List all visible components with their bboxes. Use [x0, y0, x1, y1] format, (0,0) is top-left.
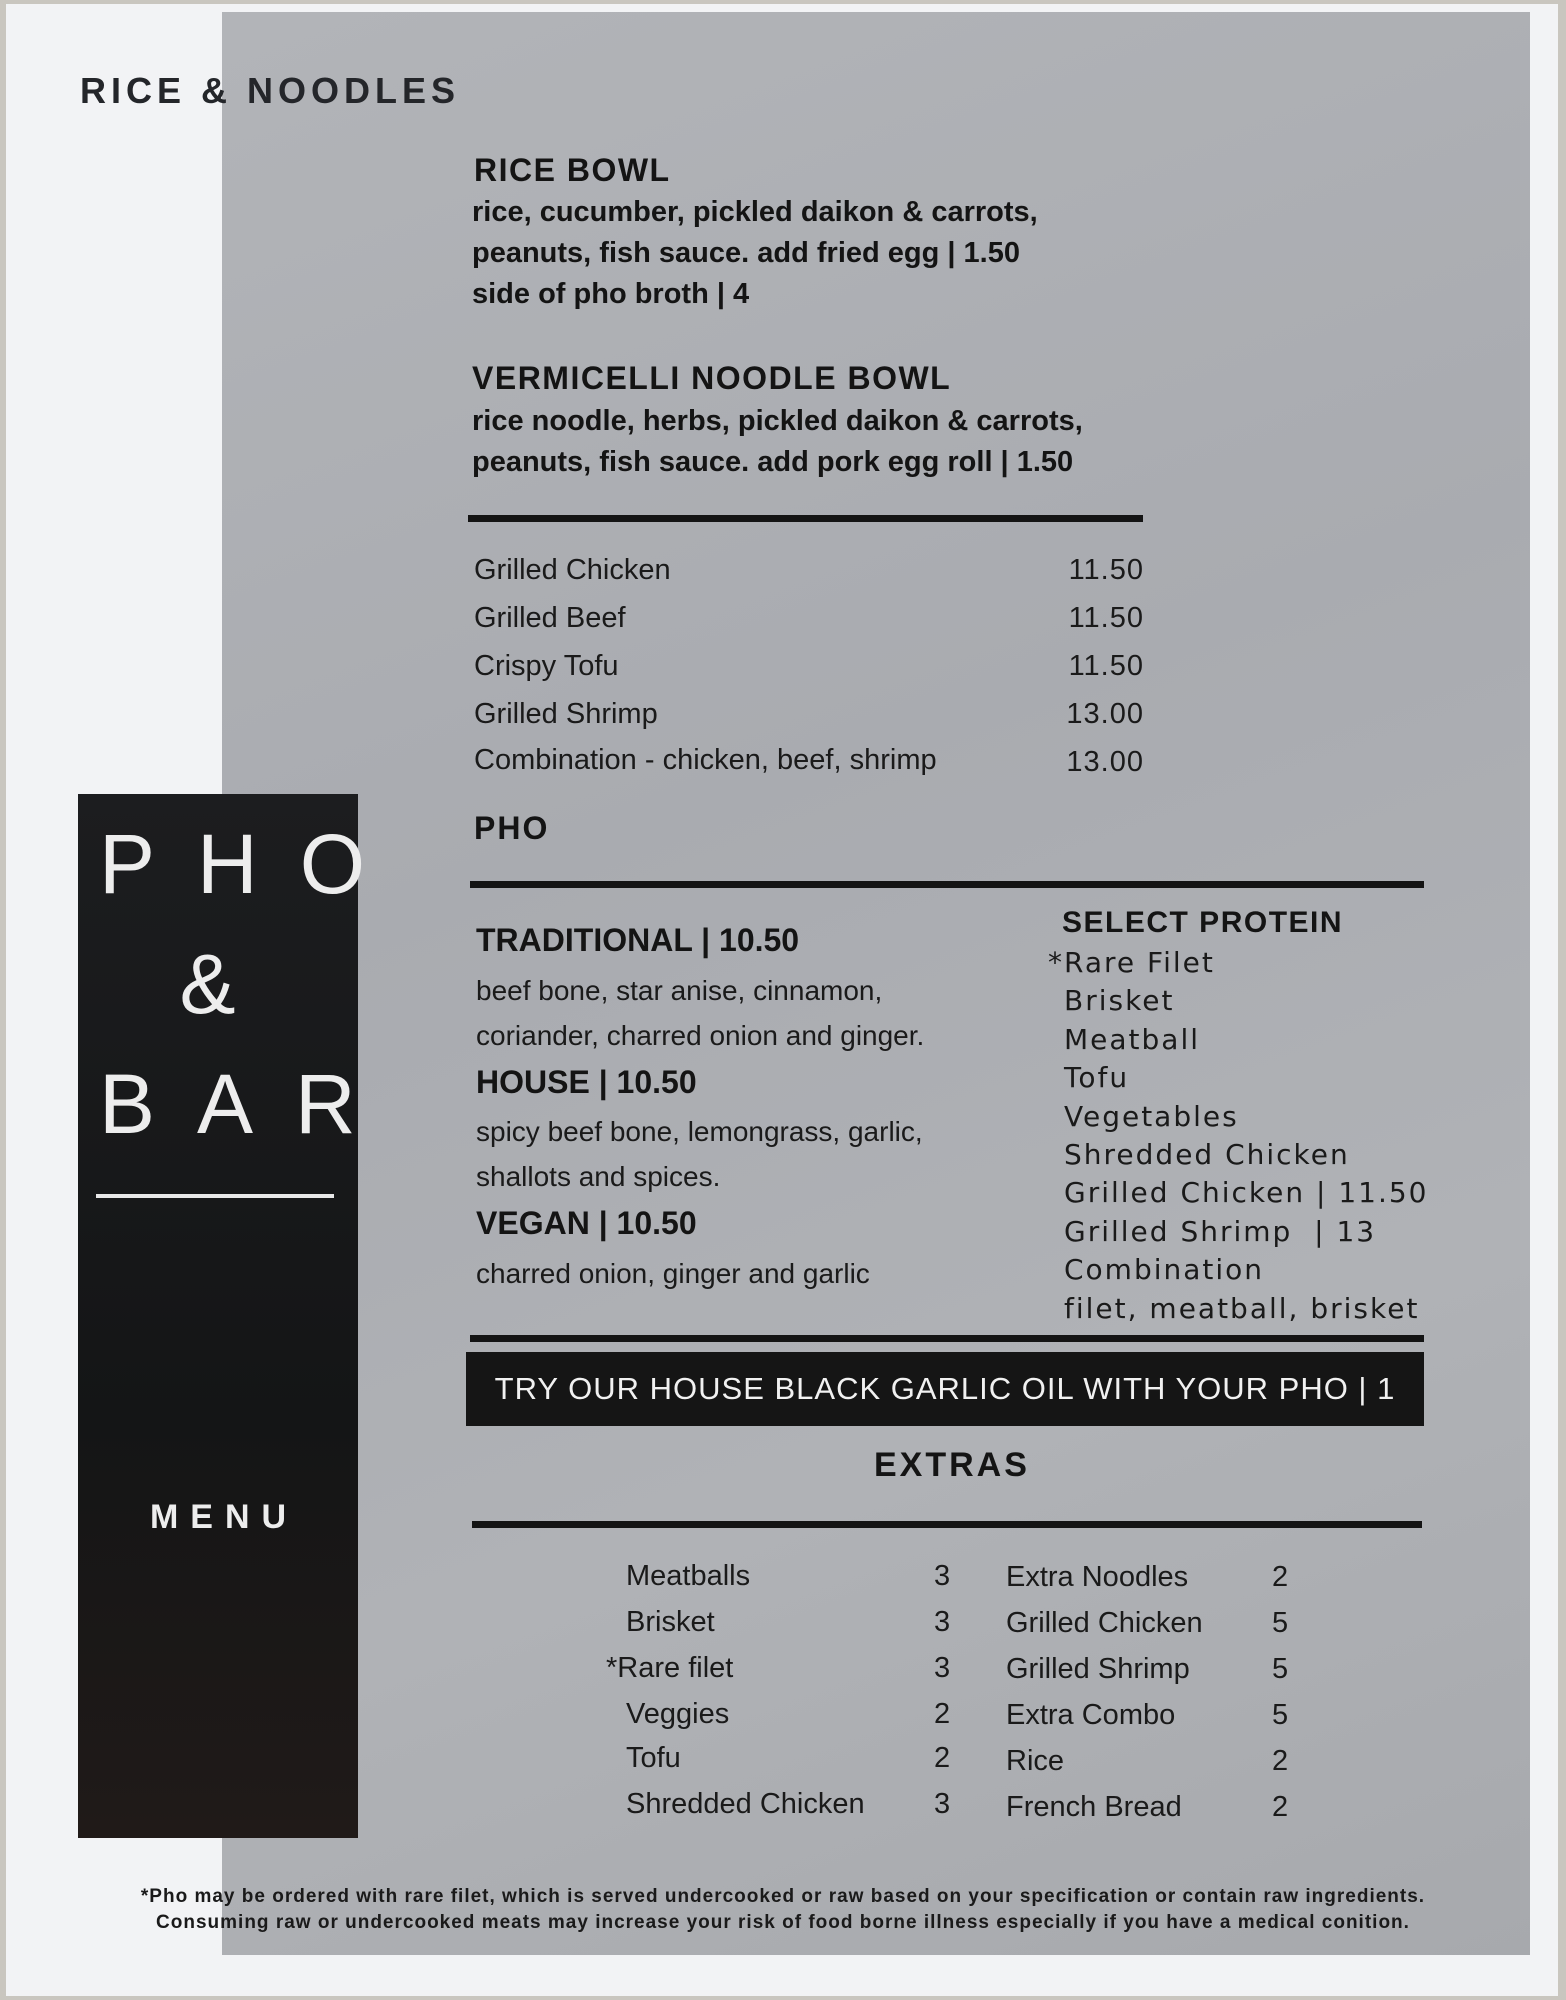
- rice-bowl-desc-line: side of pho broth | 4: [472, 278, 750, 310]
- brand-logo-line: PHO: [99, 817, 408, 911]
- pho-broth-title: HOUSE | 10.50: [476, 1064, 697, 1100]
- noodle-option-name: Combination - chicken, beef, shrimp: [474, 744, 937, 776]
- pho-broth-desc-line: beef bone, star anise, cinnamon,: [476, 975, 883, 1006]
- pho-broth-title: VEGAN | 10.50: [476, 1205, 697, 1241]
- extra-item-name: Tofu: [626, 1742, 681, 1774]
- extra-item-price: 2: [934, 1698, 951, 1730]
- extra-item-price: 3: [934, 1652, 951, 1684]
- brand-panel: [78, 794, 408, 1838]
- extra-item-name: Brisket: [626, 1606, 715, 1638]
- extra-item-name: *Rare filet: [606, 1652, 734, 1684]
- extra-item-price: 3: [934, 1788, 951, 1820]
- black-garlic-oil-banner: TRY OUR HOUSE BLACK GARLIC OIL WITH YOUR PHO | 1: [466, 1352, 1424, 1426]
- protein-option: Vegetables: [1064, 1099, 1239, 1133]
- noodle-option-name: Grilled Beef: [474, 602, 626, 634]
- brand-divider: [96, 1194, 334, 1198]
- protein-option: Grilled Chicken | 11.50: [1064, 1176, 1429, 1210]
- divider-rule: [470, 1335, 1424, 1342]
- extra-item-price: 5: [1272, 1699, 1289, 1731]
- protein-option: Meatball: [1064, 1022, 1201, 1056]
- divider-rule: [470, 881, 1424, 888]
- rice-bowl-description: [472, 192, 1038, 315]
- rice-bowl-desc-line: rice, cucumber, pickled daikon & carrots,: [472, 196, 1038, 228]
- pho-broth-description: [476, 968, 924, 1058]
- noodle-option-price: 13.00: [1066, 698, 1144, 730]
- disclaimer: [40, 1884, 1526, 1936]
- protein-option: filet, meatball, brisket: [1064, 1291, 1420, 1325]
- brand-logo-line: BAR: [99, 1057, 398, 1151]
- extra-item-name: Extra Noodles: [1006, 1561, 1189, 1593]
- noodle-option-name: Crispy Tofu: [474, 650, 619, 682]
- extra-item-name: French Bread: [1006, 1791, 1182, 1823]
- pho-section-title: PHO: [474, 810, 550, 846]
- extra-item-name: Rice: [1006, 1745, 1065, 1777]
- extra-item-price: 5: [1272, 1607, 1289, 1639]
- vermicelli-desc-line: peanuts, fish sauce. add pork egg roll | 1.50: [472, 446, 1074, 478]
- noodle-option-name: Grilled Chicken: [474, 554, 671, 586]
- rice-bowl-title: RICE BOWL: [474, 152, 671, 188]
- noodle-option-price: 11.50: [1068, 650, 1144, 682]
- noodle-option-price: 11.50: [1068, 602, 1144, 634]
- vermicelli-desc-line: rice noodle, herbs, pickled daikon & carrots,: [472, 405, 1083, 437]
- extra-item-price: 3: [934, 1606, 951, 1638]
- extra-item-name: Grilled Shrimp: [1006, 1653, 1190, 1685]
- extra-item-price: 5: [1272, 1653, 1289, 1685]
- pho-broth-desc-line: charred onion, ginger and garlic: [476, 1258, 870, 1289]
- select-protein-title: SELECT PROTEIN: [1062, 906, 1344, 939]
- extra-item-name: Extra Combo: [1006, 1699, 1176, 1731]
- protein-option: Tofu: [1064, 1061, 1130, 1095]
- extras-title: EXTRAS: [874, 1446, 1030, 1484]
- noodle-option-price: 11.50: [1068, 554, 1144, 586]
- vermicelli-bowl-description: [472, 401, 1083, 483]
- pho-broth-desc-line: shallots and spices.: [476, 1161, 721, 1192]
- extra-item-name: Meatballs: [626, 1560, 751, 1592]
- brand-menu-label: MENU: [149, 1498, 299, 1536]
- rice-bowl-desc-line: peanuts, fish sauce. add fried egg | 1.50: [472, 237, 1020, 269]
- protein-list: [1048, 944, 1429, 1328]
- pho-broth-desc-line: coriander, charred onion and ginger.: [476, 1020, 925, 1051]
- extra-item-price: 3: [934, 1560, 951, 1592]
- noodle-option-name: Grilled Shrimp: [474, 698, 658, 730]
- brand-logo-line: &: [179, 937, 278, 1031]
- extra-item-name: Grilled Chicken: [1006, 1607, 1203, 1639]
- vermicelli-bowl-title: VERMICELLI NOODLE BOWL: [472, 360, 952, 396]
- divider-rule: [468, 515, 1143, 522]
- disclaimer-line: Consuming raw or undercooked meats may increase your risk of food borne illness especially if you have a medical conition.: [156, 1912, 1410, 1933]
- protein-option: Combination: [1064, 1253, 1265, 1287]
- extra-item-price: 2: [1272, 1745, 1289, 1777]
- pho-broth-description: [476, 1109, 923, 1199]
- protein-option: Shredded Chicken: [1064, 1138, 1350, 1172]
- extra-item-name: Shredded Chicken: [626, 1788, 865, 1820]
- pho-broth-description: [476, 1251, 870, 1296]
- extra-item-price: 2: [1272, 1791, 1289, 1823]
- pho-broth-title: TRADITIONAL | 10.50: [476, 922, 800, 958]
- extra-item-name: Veggies: [626, 1698, 730, 1730]
- divider-rule: [472, 1521, 1422, 1528]
- protein-option: Brisket: [1064, 984, 1175, 1018]
- pho-broth-desc-line: spicy beef bone, lemongrass, garlic,: [476, 1116, 923, 1147]
- extra-item-price: 2: [934, 1742, 951, 1774]
- noodle-option-price: 13.00: [1066, 746, 1144, 778]
- disclaimer-line: *Pho may be ordered with rare filet, which is served undercooked or raw based on your specification or contain raw ingredients.: [140, 1886, 1426, 1907]
- protein-option: Grilled Shrimp | 13: [1064, 1214, 1377, 1248]
- protein-option: *Rare Filet: [1048, 946, 1215, 979]
- section-title: RICE & NOODLES: [80, 70, 461, 111]
- extra-item-price: 2: [1272, 1561, 1289, 1593]
